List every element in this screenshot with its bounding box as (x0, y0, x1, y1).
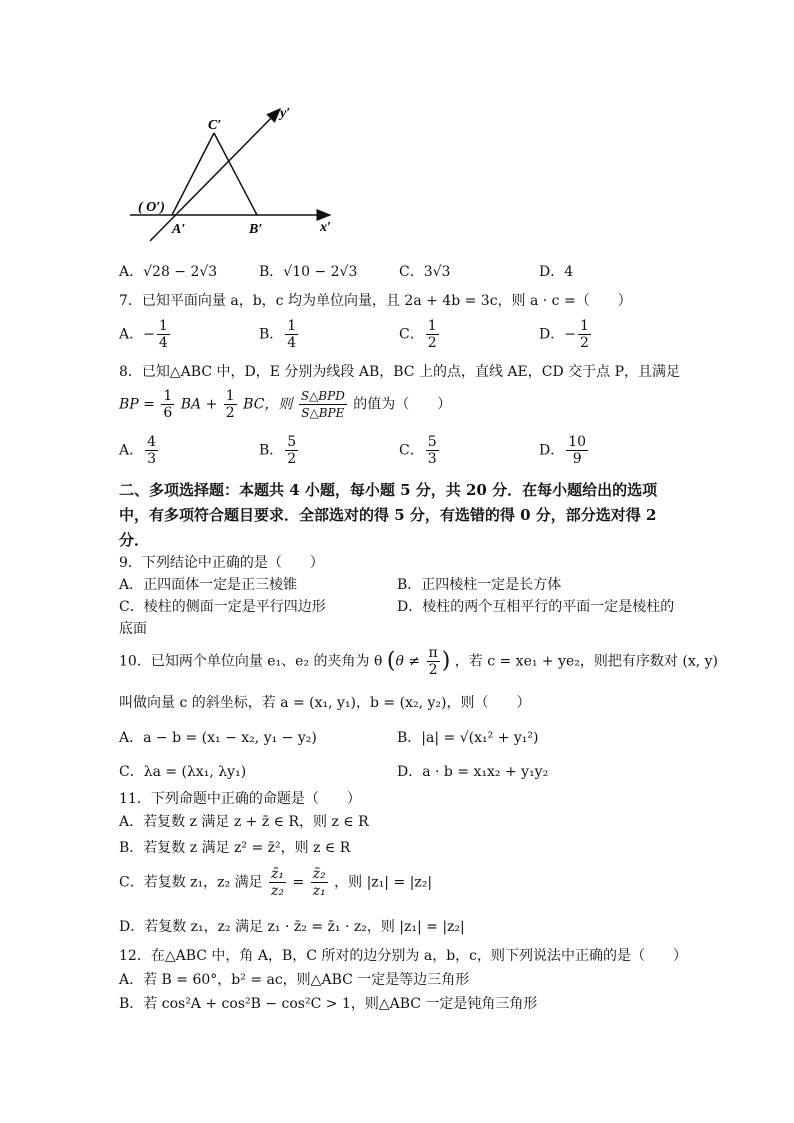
q9-stem: 9．下列结论中正确的是（ ） (119, 555, 324, 571)
q10-stem: 10．已知两个单位向量 e₁、e₂ 的夹角为 θ (θ ≠ $\frac{\pi}{2}$ ) ，若 c = xe₁ + ye₂，则把有序数对 (x, y) (119, 645, 718, 678)
section2-line2: 中，有多项符合题目要求．全部选对的得 5 分，有选错的得 0 分，部分选对得 2 (119, 506, 657, 524)
q11-option-a[interactable]: A．若复数 z 满足 z + z̄ ∈ R，则 z ∈ R (119, 814, 369, 830)
q6-option-c[interactable]: C．3√3 (399, 264, 451, 280)
option-prefix: B． (259, 442, 284, 459)
denominator: 3 (427, 451, 437, 467)
option-prefix: A． (119, 442, 144, 459)
q11-option-c[interactable] (119, 866, 432, 906)
oblique-axes-figure (120, 95, 350, 245)
q11-option-d[interactable]: D．若复数 z₁，z₂ 满足 z₁ · z̄₂ = z̄₁ · z₂，则 |z₁| = |z₂| (119, 919, 465, 935)
numerator: 1 (287, 318, 297, 334)
denominator: 2 (225, 405, 235, 421)
numerator: 5 (427, 434, 437, 450)
q11-c-eq: = (292, 874, 305, 891)
q9-option-d-cont: 底面 (119, 621, 147, 637)
label-b: B′ (249, 222, 263, 237)
q7-option-b[interactable] (259, 318, 300, 351)
q8-equation (119, 388, 451, 428)
side-a-c (172, 133, 214, 215)
denominator: z₂ (271, 883, 285, 899)
q11-c-prefix: C．若复数 z₁，z₂ 满足 (119, 874, 263, 891)
eq-tail: 的值为（ ） (353, 396, 452, 413)
q9-option-d[interactable]: D．棱柱的两个互相平行的平面一定是棱柱的 (397, 599, 675, 615)
q10-line2: 叫做向量 c 的斜坐标，若 a = (x₁, y₁)，b = (x₂, y₂)，则（ ） (119, 695, 531, 711)
q10-stem-b: ，若 c = xe₁ + ye₂，则把有序数对 (x, y) (454, 653, 718, 670)
denominator: 6 (163, 405, 173, 421)
denominator: z₁ (312, 883, 326, 899)
q7-stem: 7．已知平面向量 a，b，c 均为单位向量，且 2a + 4b = 3c，则 a · c =（ ） (119, 293, 632, 309)
q7-option-c[interactable] (399, 318, 441, 351)
label-y: y′ (280, 106, 291, 121)
denominator: 4 (287, 335, 297, 351)
denominator: 4 (158, 335, 168, 351)
numerator: z̄₂ (312, 866, 326, 882)
label-o: ( O′) (138, 200, 165, 215)
q8-option-c[interactable] (399, 434, 441, 467)
denominator: 2 (579, 335, 589, 351)
q9-option-c[interactable]: C．棱柱的侧面一定是平行四边形 (119, 599, 326, 615)
denominator: 9 (572, 451, 582, 467)
section2-line1: 二、多项选择题：本题共 4 小题，每小题 5 分，共 20 分．在每小题给出的选项 (119, 481, 658, 499)
numerator: S△BPD (300, 389, 345, 403)
option-prefix: D． (539, 442, 565, 459)
eq-mid: BA + (180, 396, 218, 413)
q6-option-d[interactable]: D．4 (539, 264, 574, 280)
eq-mid2: BC，则 (243, 396, 293, 413)
q11-c-suffix: ，则 |z₁| = |z₂| (334, 874, 433, 891)
q10-stem-a: 10．已知两个单位向量 e₁、e₂ 的夹角为 θ (119, 653, 383, 670)
label-x: x′ (320, 220, 331, 235)
theta-cond: θ ≠ (395, 653, 421, 670)
numerator: z̄₁ (271, 866, 285, 882)
q12-stem: 12．在△ABC 中，角 A，B，C 所对的边分别为 a，b，c，则下列说法中正确的是（ ） (119, 948, 688, 964)
denominator: 3 (147, 451, 157, 467)
q8-option-d[interactable] (539, 434, 590, 467)
q10-option-d[interactable]: D．a · b = x₁x₂ + y₁y₂ (397, 764, 549, 780)
q12-option-a[interactable]: A．若 B = 60°，b² = ac，则△ABC 一定是等边三角形 (119, 972, 470, 988)
eq-left: BP = (119, 396, 155, 413)
denominator: 2 (428, 662, 438, 678)
numerator: 1 (158, 318, 168, 334)
option-prefix: B． (259, 326, 284, 343)
q9-option-a[interactable]: A．正四面体一定是正三棱锥 (119, 577, 298, 593)
side-c-b (214, 133, 257, 215)
q7-option-a[interactable] (119, 318, 172, 351)
denominator: 2 (287, 451, 297, 467)
section2-line3: 分． (119, 531, 150, 549)
q12-option-b[interactable]: B．若 cos²A + cos²B − cos²C > 1，则△ABC 一定是钝角三角形 (119, 996, 538, 1012)
option-prefix: C． (399, 442, 424, 459)
numerator: 1 (163, 388, 173, 404)
q6-option-a[interactable]: A．√28 − 2√3 (119, 264, 218, 280)
q10-option-c[interactable]: C．λa = (λx₁, λy₁) (119, 764, 247, 780)
q11-stem: 11．下列命题中正确的命题是（ ） (119, 791, 361, 807)
numerator: 10 (568, 434, 587, 450)
option-prefix: C． (399, 326, 424, 343)
label-a: A′ (172, 222, 186, 237)
q8-option-a[interactable] (119, 434, 160, 467)
numerator: 1 (427, 318, 437, 334)
q10-option-b[interactable]: B．|a| = √(x₁² + y₁²) (397, 730, 539, 746)
option-prefix: D．− (539, 326, 576, 343)
numerator: 5 (287, 434, 297, 450)
numerator: 4 (147, 434, 157, 450)
q8-option-b[interactable] (259, 434, 300, 467)
label-c: C′ (208, 118, 222, 133)
option-prefix: A．− (119, 326, 155, 343)
numerator: π (428, 645, 438, 661)
numerator: 1 (579, 318, 589, 334)
q8-stem: 8．已知△ABC 中，D，E 分别为线段 AB，BC 上的点，直线 AE，CD 交于点 P，且满足 (119, 364, 680, 380)
numerator: 1 (225, 388, 235, 404)
q11-option-b[interactable]: B．若复数 z 满足 z² = z̄²，则 z ∈ R (119, 840, 351, 856)
q9-option-b[interactable]: B．正四棱柱一定是长方体 (397, 577, 562, 593)
denominator: 2 (427, 335, 437, 351)
q7-option-d[interactable] (539, 318, 593, 351)
q10-option-a[interactable]: A．a − b = (x₁ − x₂, y₁ − y₂) (119, 730, 317, 746)
denominator: S△BPE (301, 406, 345, 420)
q6-option-b[interactable]: B．√10 − 2√3 (259, 264, 358, 280)
